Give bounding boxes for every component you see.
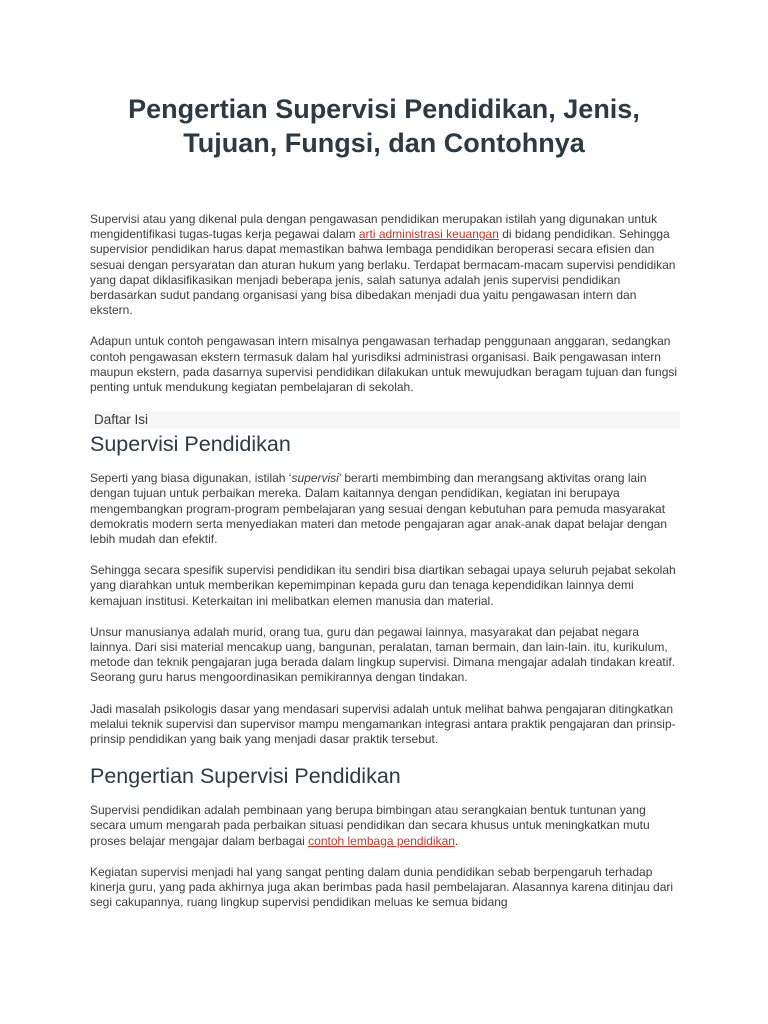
section-heading-supervisi-pendidikan: Supervisi Pendidikan <box>90 432 291 457</box>
section1-paragraph-3: Unsur manusianya adalah murid, orang tua, guru dan pegawai lainnya, masyarakat dan pejabat negara lainnya. Dari sisi material mencakup uang, bangunan, peralatan, taman bermain, dan lain-lain. itu, kurikulum, metode dan teknik pengajaran juga berada dalam lingkup supervisi. Dimana mengajar adalah tindakan kreatif. Seorang guru harus mengoordinasikan pemikirannya dengan tindakan. <box>90 624 676 685</box>
section1-p1-italic-term: supervisi <box>291 471 339 486</box>
link-arti-administrasi-keuangan[interactable]: arti administrasi keuangan <box>358 227 499 242</box>
section2-paragraph-1 <box>90 803 680 849</box>
intro-paragraph-1 <box>90 212 680 318</box>
intro-paragraph-2: Adapun untuk contoh pengawasan intern misalnya pengawasan terhadap penggunaan anggaran, sedangkan contoh pengawasan ekstern termasuk dalam hal yurisdiksi administrasi organisasi. Baik pengawasan intern maupun ekstern, pada dasarnya supervisi pendidikan dilakukan untuk mewujudkan beragam tujuan dan fungsi penting untuk mendukung kegiatan pembelajaran di sekolah. <box>90 334 678 395</box>
section-heading-pengertian-supervisi-pendidikan: Pengertian Supervisi Pendidikan <box>90 764 401 789</box>
section1-p1-text-after: ’ berarti membimbing dan merangsang aktivitas orang lain dengan tujuan untuk perbaikan mereka. Dalam kaitannya dengan pendidikan, kegiatan ini berupaya mengembangkan program-program pembelajaran yang sesuai dengan kebutuhan para pemuda masyarakat demokratis modern serta menyediakan materi dan metode pengajaran agar anak-anak dapat belajar dengan lebih mudah dan efektif. <box>90 471 668 547</box>
intro-p1-text-before: Supervisi atau yang dikenal pula dengan pengawasan pendidikan merupakan istilah yang digunakan untuk mengidentifikasi tugas-tugas kerja pegawai dalam <box>90 212 658 242</box>
section1-paragraph-1 <box>90 471 680 547</box>
section1-paragraph-2: Sehingga secara spesifik supervisi pendidikan itu sendiri bisa diartikan sebagai upaya seluruh pejabat sekolah yang diarahkan untuk memberikan kepemimpinan kepada guru dan tenaga kependidikan lainnya demi kemajuan institusi. Keterkaitan ini melibatkan elemen manusia dan material. <box>90 563 676 608</box>
section2-paragraph-2: Kegiatan supervisi menjadi hal yang sangat penting dalam dunia pendidikan sebab berpengaruh terhadap kinerja guru, yang pada akhirnya juga akan berimbas pada hasil pembelajaran. Alasannya karena ditinjau dari segi cakupannya, ruang lingkup supervisi pendidikan meluas ke semua bidang <box>90 864 674 910</box>
table-of-contents-toggle[interactable]: Daftar Isi <box>90 411 680 429</box>
section1-paragraph-4: Jadi masalah psikologis dasar yang mendasari supervisi adalah untuk melihat bahwa pengajaran ditingkatkan melalui teknik supervisi dan supervisor mampu mengamankan integrasi antara praktik pengajaran dan prinsip-prinsip pendidikan yang baik yang menjadi dasar praktik tersebut. <box>90 701 676 747</box>
page-title: Pengertian Supervisi Pendidikan, Jenis, Tujuan, Fungsi, dan Contohnya <box>128 94 640 158</box>
section1-p1-text-before: Seperti yang biasa digunakan, istilah ‘ <box>90 471 292 486</box>
section2-p1-text-before: Supervisi pendidikan adalah pembinaan yang berupa bimbingan atau serangkaian bentuk tuntunan yang secara umum mengarah pada perbaikan situasi pendidikan dan secara khusus untuk meningkatkan mutu proses belajar mengajar dalam berbagai <box>90 803 650 848</box>
intro-p1-text-after: di bidang pendidikan. Sehingga supervisior pendidikan harus dapat memastikan bahwa lembaga pendidikan beroperasi secara efisien dan sesuai dengan persyaratan dan aturan hukum yang berlaku. Terdapat bermacam-macam supervisi pendidikan yang dapat diklasifikasikan menjadi beberapa jenis, salah satunya adalah jenis supervisi pendidikan berdasarkan sudut pandang organisasi yang bisa dibedakan menjadi dua yaitu pengawasan intern dan ekstern. <box>90 227 676 318</box>
link-contoh-lembaga-pendidikan[interactable]: contoh lembaga pendidikan <box>308 833 455 848</box>
section2-p1-text-after: . <box>454 833 459 848</box>
article-body <box>90 212 680 927</box>
